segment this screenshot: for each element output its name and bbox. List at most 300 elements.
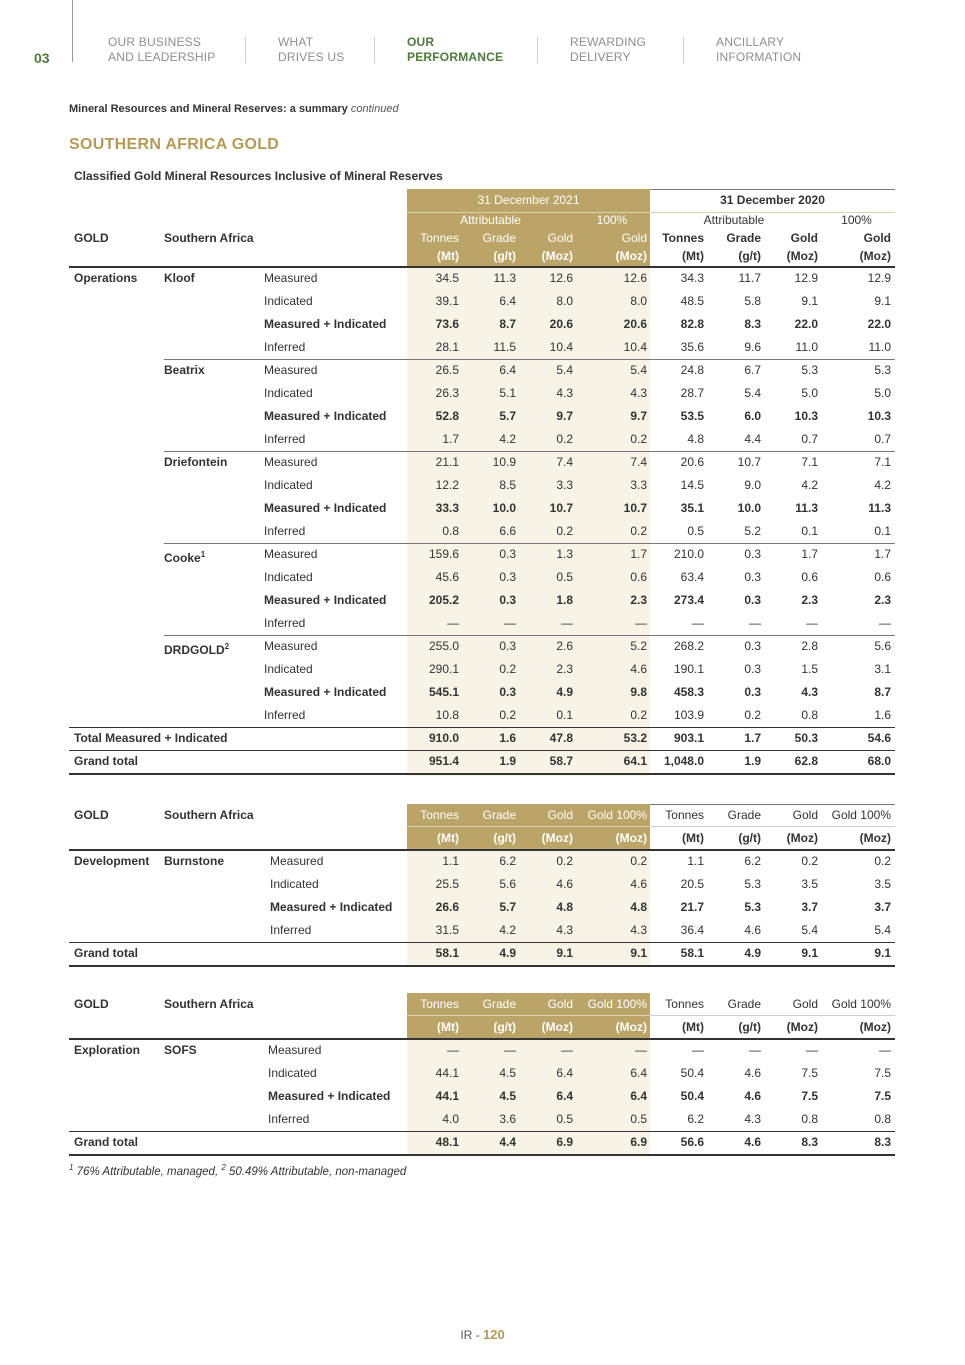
value-cell: 9.6 bbox=[744, 340, 761, 354]
value-cell: 3.6 bbox=[499, 1112, 516, 1126]
value-cell: 50.4 bbox=[680, 1089, 704, 1103]
category-label: Inferred bbox=[268, 1112, 310, 1126]
category-label: Measured + Indicated bbox=[270, 900, 393, 914]
value-cell: 10.3 bbox=[794, 409, 818, 423]
value-cell: 0.7 bbox=[874, 432, 891, 446]
mine-name bbox=[164, 635, 229, 658]
category-label: Measured bbox=[268, 1043, 322, 1057]
footnote-marker: 1 bbox=[200, 550, 206, 559]
unit-gt: (g/t) bbox=[738, 249, 761, 263]
value-cell: 8.3 bbox=[801, 1135, 818, 1149]
value-cell: 5.4 bbox=[630, 363, 647, 377]
value-cell: 1.1 bbox=[442, 854, 459, 868]
value-cell: 7.5 bbox=[874, 1066, 891, 1080]
header-row-columns bbox=[69, 993, 895, 1016]
value-cell: 0.8 bbox=[874, 1112, 891, 1126]
value-cell: 290.1 bbox=[428, 662, 459, 676]
value-cell: 53.5 bbox=[680, 409, 704, 423]
value-cell: 0.7 bbox=[801, 432, 818, 446]
value-cell: 4.6 bbox=[744, 1135, 761, 1149]
rule bbox=[164, 451, 895, 452]
table-row bbox=[69, 543, 895, 566]
value-cell: 4.0 bbox=[442, 1112, 459, 1126]
header-row-columns bbox=[69, 804, 895, 827]
value-cell: 0.2 bbox=[499, 662, 516, 676]
column-unit: (g/t) bbox=[738, 1020, 761, 1034]
value-cell: 1.7 bbox=[630, 547, 647, 561]
column-header: Tonnes bbox=[420, 808, 459, 822]
column-header: Gold 100% bbox=[831, 808, 891, 822]
column-header: Grade bbox=[727, 808, 761, 822]
value-cell: 0.1 bbox=[874, 524, 891, 538]
header-row-periods bbox=[69, 189, 895, 212]
column-unit: (Mt) bbox=[437, 1020, 459, 1034]
header-row-units bbox=[69, 247, 895, 266]
value-cell: 54.6 bbox=[867, 731, 891, 745]
value-cell: 10.4 bbox=[623, 340, 647, 354]
value-cell: 4.8 bbox=[687, 432, 704, 446]
category-label: Measured + Indicated bbox=[264, 593, 387, 607]
col-gold-100: Gold bbox=[621, 231, 647, 245]
column-header: Tonnes bbox=[420, 997, 459, 1011]
col-region: Southern Africa bbox=[164, 808, 254, 822]
value-cell: 6.2 bbox=[744, 854, 761, 868]
total-row bbox=[69, 750, 895, 773]
value-cell: 11.3 bbox=[493, 271, 516, 285]
value-cell: 7.5 bbox=[874, 1089, 891, 1103]
value-cell: 14.5 bbox=[680, 478, 704, 492]
value-cell: 4.9 bbox=[556, 685, 573, 699]
col-gold-att: Gold bbox=[790, 231, 818, 245]
value-cell: 9.1 bbox=[874, 946, 891, 960]
value-cell: 9.0 bbox=[744, 478, 761, 492]
value-cell: 10.9 bbox=[492, 455, 516, 469]
value-cell: 1.9 bbox=[499, 754, 516, 768]
column-header: Grade bbox=[727, 997, 761, 1011]
table-row bbox=[69, 405, 895, 428]
value-cell: 7.5 bbox=[801, 1066, 818, 1080]
column-unit: (Moz) bbox=[786, 831, 818, 845]
table-row bbox=[69, 1039, 895, 1062]
value-cell: 4.3 bbox=[630, 923, 647, 937]
value-cell: 4.3 bbox=[556, 386, 573, 400]
value-cell: — bbox=[504, 1043, 516, 1057]
hundred-pct-2020: 100% bbox=[841, 213, 872, 227]
value-cell: — bbox=[692, 1043, 704, 1057]
table-row bbox=[69, 359, 895, 382]
table-row bbox=[69, 1108, 895, 1131]
rule bbox=[164, 359, 895, 360]
value-cell: — bbox=[447, 1043, 459, 1057]
category-label: Measured + Indicated bbox=[268, 1089, 391, 1103]
resources-table-development bbox=[69, 804, 895, 966]
header-row-units bbox=[69, 1016, 895, 1039]
value-cell: 1.7 bbox=[744, 731, 761, 745]
category-label: Indicated bbox=[264, 570, 313, 584]
section-number: 03 bbox=[34, 50, 50, 66]
value-cell: 8.3 bbox=[874, 1135, 891, 1149]
value-cell: 26.3 bbox=[435, 386, 459, 400]
table-row bbox=[69, 589, 895, 612]
value-cell: 0.2 bbox=[801, 854, 818, 868]
value-cell: 5.4 bbox=[556, 363, 573, 377]
value-cell: 2.3 bbox=[874, 593, 891, 607]
value-cell: 1.5 bbox=[801, 662, 818, 676]
value-cell: 0.3 bbox=[499, 547, 516, 561]
unit-moz: (Moz) bbox=[786, 249, 818, 263]
col-tonnes: Tonnes bbox=[662, 231, 704, 245]
mine-name-text: SOFS bbox=[164, 1043, 197, 1057]
value-cell: 28.7 bbox=[680, 386, 704, 400]
value-cell: 2.3 bbox=[801, 593, 818, 607]
total-label: Grand total bbox=[74, 946, 139, 960]
rule bbox=[164, 635, 895, 636]
rule bbox=[69, 965, 895, 967]
value-cell: 6.4 bbox=[630, 1089, 647, 1103]
value-cell: 45.6 bbox=[435, 570, 459, 584]
mine-name bbox=[164, 543, 205, 566]
value-cell: 20.6 bbox=[623, 317, 647, 331]
value-cell: 910.0 bbox=[428, 731, 459, 745]
value-cell: 0.8 bbox=[801, 1112, 818, 1126]
category-label: Inferred bbox=[270, 923, 312, 937]
column-unit: (g/t) bbox=[493, 1020, 516, 1034]
footnote: $^1$ 76% Attributable, managed, $^2$ 50.49% Attributable, non-managed bbox=[69, 1163, 407, 1178]
table-row bbox=[69, 267, 895, 290]
category-label: Indicated bbox=[264, 662, 313, 676]
value-cell: 4.6 bbox=[744, 1066, 761, 1080]
value-cell: 9.1 bbox=[630, 946, 647, 960]
value-cell: 0.3 bbox=[499, 593, 516, 607]
column-unit: (g/t) bbox=[493, 831, 516, 845]
value-cell: 5.0 bbox=[874, 386, 891, 400]
value-cell: 11.0 bbox=[795, 340, 818, 354]
value-cell: 48.1 bbox=[435, 1135, 459, 1149]
page-number: 120 bbox=[482, 1327, 505, 1342]
table-row bbox=[69, 658, 895, 681]
value-cell: 52.8 bbox=[435, 409, 459, 423]
value-cell: 0.3 bbox=[499, 570, 516, 584]
value-cell: 26.5 bbox=[435, 363, 459, 377]
value-cell: 4.9 bbox=[744, 946, 761, 960]
category-label: Measured bbox=[264, 271, 318, 285]
column-header: Tonnes bbox=[665, 808, 704, 822]
value-cell: 2.3 bbox=[556, 662, 573, 676]
category-label: Inferred bbox=[264, 340, 306, 354]
column-unit: (Moz) bbox=[859, 1020, 891, 1034]
value-cell: 62.8 bbox=[794, 754, 818, 768]
value-cell: 0.2 bbox=[630, 432, 647, 446]
mine-name-text: Cooke bbox=[164, 551, 201, 565]
unit-moz: (Moz) bbox=[859, 249, 891, 263]
value-cell: 8.0 bbox=[630, 294, 647, 308]
value-cell: 6.9 bbox=[630, 1135, 647, 1149]
table-row bbox=[69, 850, 895, 873]
total-label: Total Measured + Indicated bbox=[74, 731, 228, 745]
category-label: Measured bbox=[264, 639, 318, 653]
value-cell: 8.7 bbox=[874, 685, 891, 699]
value-cell: 10.4 bbox=[549, 340, 573, 354]
category-label: Measured bbox=[270, 854, 324, 868]
table-row bbox=[69, 474, 895, 497]
value-cell: 1.3 bbox=[556, 547, 573, 561]
value-cell: 5.4 bbox=[801, 923, 818, 937]
rule bbox=[69, 773, 895, 775]
value-cell: 6.6 bbox=[499, 524, 516, 538]
unit-moz: (Moz) bbox=[615, 249, 647, 263]
value-cell: 5.1 bbox=[499, 386, 516, 400]
value-cell: 0.5 bbox=[687, 524, 704, 538]
value-cell: 2.3 bbox=[630, 593, 647, 607]
table-row bbox=[69, 681, 895, 704]
column-unit: (Mt) bbox=[682, 1020, 704, 1034]
value-cell: — bbox=[635, 1043, 647, 1057]
col-region: Southern Africa bbox=[164, 231, 254, 245]
nav-separator bbox=[245, 37, 246, 63]
table-row bbox=[69, 497, 895, 520]
value-cell: 1.8 bbox=[556, 593, 573, 607]
value-cell: 5.0 bbox=[801, 386, 818, 400]
category-label: Measured bbox=[264, 363, 318, 377]
col-gold: GOLD bbox=[74, 808, 109, 822]
value-cell: 58.1 bbox=[680, 946, 704, 960]
nav-item-ancillary[interactable]: ANCILLARY INFORMATION bbox=[716, 35, 802, 64]
table-title: Classified Gold Mineral Resources Inclusive of Mineral Reserves bbox=[74, 169, 443, 183]
nav-separator bbox=[374, 37, 375, 63]
nav-item-performance[interactable]: OUR PERFORMANCE bbox=[407, 35, 504, 64]
value-cell: 6.4 bbox=[630, 1066, 647, 1080]
value-cell: 4.8 bbox=[630, 900, 647, 914]
category-label: Measured + Indicated bbox=[264, 685, 387, 699]
unit-gt: (g/t) bbox=[493, 249, 516, 263]
unit-mt: (Mt) bbox=[682, 249, 704, 263]
value-cell: 10.8 bbox=[435, 708, 459, 722]
total-row bbox=[69, 1131, 895, 1154]
col-region: Southern Africa bbox=[164, 997, 254, 1011]
value-cell: 34.3 bbox=[680, 271, 704, 285]
mine-name-text: Kloof bbox=[164, 271, 195, 285]
value-cell: 12.2 bbox=[435, 478, 459, 492]
mine-name-text: Driefontein bbox=[164, 455, 228, 469]
value-cell: 58.1 bbox=[435, 946, 459, 960]
rule bbox=[164, 543, 895, 544]
column-header: Gold bbox=[547, 808, 573, 822]
value-cell: 0.3 bbox=[744, 570, 761, 584]
value-cell: 20.6 bbox=[680, 455, 704, 469]
value-cell: 0.2 bbox=[630, 708, 647, 722]
value-cell: 7.4 bbox=[556, 455, 573, 469]
category-label: Measured + Indicated bbox=[264, 409, 387, 423]
col-grade: Grade bbox=[726, 231, 761, 245]
value-cell: 2.8 bbox=[801, 639, 818, 653]
value-cell: 22.0 bbox=[794, 317, 818, 331]
total-label: Grand total bbox=[74, 1135, 139, 1149]
column-header: Gold 100% bbox=[587, 997, 647, 1011]
value-cell: 9.7 bbox=[556, 409, 573, 423]
col-gold: GOLD bbox=[74, 997, 109, 1011]
column-unit: (g/t) bbox=[738, 831, 761, 845]
value-cell: 3.5 bbox=[874, 877, 891, 891]
value-cell: 1.7 bbox=[801, 547, 818, 561]
table-row bbox=[69, 382, 895, 405]
page-subtitle: Mineral Resources and Mineral Reserves: a summary continued bbox=[69, 103, 399, 115]
value-cell: 6.4 bbox=[556, 1066, 573, 1080]
value-cell: 5.7 bbox=[499, 409, 516, 423]
table-row bbox=[69, 919, 895, 942]
value-cell: 0.6 bbox=[630, 570, 647, 584]
section-title: SOUTHERN AFRICA GOLD bbox=[69, 136, 280, 153]
value-cell: 3.5 bbox=[801, 877, 818, 891]
period-2020: 31 December 2020 bbox=[720, 193, 825, 207]
value-cell: 458.3 bbox=[673, 685, 704, 699]
value-cell: 4.6 bbox=[744, 923, 761, 937]
value-cell: 6.4 bbox=[499, 363, 516, 377]
value-cell: 3.7 bbox=[874, 900, 891, 914]
value-cell: 3.7 bbox=[801, 900, 818, 914]
category-label: Measured bbox=[264, 547, 318, 561]
column-header: Grade bbox=[482, 997, 516, 1011]
value-cell: 9.1 bbox=[801, 946, 818, 960]
column-unit: (Moz) bbox=[541, 831, 573, 845]
value-cell: 0.1 bbox=[556, 708, 573, 722]
value-cell: 8.7 bbox=[499, 317, 516, 331]
value-cell: 5.2 bbox=[630, 639, 647, 653]
value-cell: 0.3 bbox=[744, 639, 761, 653]
nav-item-business[interactable]: OUR BUSINESS AND LEADERSHIP bbox=[108, 35, 216, 64]
value-cell: 1.1 bbox=[687, 854, 704, 868]
value-cell: 44.1 bbox=[435, 1066, 459, 1080]
value-cell: 11.5 bbox=[493, 340, 516, 354]
category-label: Indicated bbox=[268, 1066, 317, 1080]
table-row bbox=[69, 290, 895, 313]
value-cell: 4.9 bbox=[499, 946, 516, 960]
value-cell: 1.7 bbox=[874, 547, 891, 561]
value-cell: 20.5 bbox=[680, 877, 704, 891]
value-cell: 4.3 bbox=[744, 1112, 761, 1126]
resources-table-exploration bbox=[69, 993, 895, 1155]
value-cell: 20.6 bbox=[549, 317, 573, 331]
value-cell: — bbox=[806, 616, 818, 630]
value-cell: 6.4 bbox=[499, 294, 516, 308]
value-cell: 48.5 bbox=[680, 294, 704, 308]
value-cell: 11.3 bbox=[795, 501, 818, 515]
value-cell: 9.1 bbox=[556, 946, 573, 960]
col-gold-100: Gold bbox=[863, 231, 891, 245]
hundred-pct-2021: 100% bbox=[596, 213, 628, 227]
category-label: Indicated bbox=[264, 294, 313, 308]
value-cell: 0.2 bbox=[556, 524, 573, 538]
value-cell: 39.1 bbox=[435, 294, 459, 308]
value-cell: 5.4 bbox=[744, 386, 761, 400]
group-label: Operations bbox=[74, 271, 138, 285]
category-label: Inferred bbox=[264, 524, 306, 538]
table-row bbox=[69, 451, 895, 474]
value-cell: 31.5 bbox=[435, 923, 459, 937]
value-cell: 4.2 bbox=[499, 923, 516, 937]
table-row bbox=[69, 566, 895, 589]
category-label: Indicated bbox=[264, 478, 313, 492]
column-header: Gold 100% bbox=[587, 808, 647, 822]
value-cell: — bbox=[504, 616, 516, 630]
value-cell: 47.8 bbox=[549, 731, 573, 745]
value-cell: 8.0 bbox=[556, 294, 573, 308]
value-cell: 0.2 bbox=[556, 854, 573, 868]
value-cell: 3.3 bbox=[630, 478, 647, 492]
value-cell: 10.7 bbox=[549, 501, 573, 515]
value-cell: — bbox=[692, 616, 704, 630]
value-cell: 4.5 bbox=[499, 1089, 516, 1103]
value-cell: 3.1 bbox=[874, 662, 891, 676]
column-header: Gold bbox=[792, 808, 818, 822]
mine-name bbox=[164, 850, 224, 873]
value-cell: 21.7 bbox=[680, 900, 704, 914]
value-cell: 9.1 bbox=[874, 294, 891, 308]
nav-item-rewarding[interactable]: REWARDING DELIVERY bbox=[570, 35, 647, 64]
value-cell: — bbox=[749, 1043, 761, 1057]
value-cell: 0.6 bbox=[801, 570, 818, 584]
value-cell: 5.3 bbox=[744, 900, 761, 914]
mine-name bbox=[164, 451, 227, 474]
value-cell: 0.3 bbox=[499, 639, 516, 653]
value-cell: 0.2 bbox=[630, 854, 647, 868]
value-cell: 3.3 bbox=[556, 478, 573, 492]
value-cell: 0.3 bbox=[744, 662, 761, 676]
value-cell: — bbox=[561, 616, 573, 630]
value-cell: 0.5 bbox=[630, 1112, 647, 1126]
table-row bbox=[69, 612, 895, 635]
table-row bbox=[69, 428, 895, 451]
column-unit: (Mt) bbox=[437, 831, 459, 845]
value-cell: 0.5 bbox=[556, 1112, 573, 1126]
value-cell: 5.7 bbox=[499, 900, 516, 914]
nav-separator bbox=[683, 37, 684, 63]
value-cell: 2.6 bbox=[556, 639, 573, 653]
value-cell: 36.4 bbox=[680, 923, 704, 937]
value-cell: — bbox=[879, 616, 891, 630]
attributable-2020: Attributable bbox=[703, 213, 765, 227]
column-unit: (Moz) bbox=[859, 831, 891, 845]
value-cell: 35.1 bbox=[680, 501, 704, 515]
value-cell: 6.9 bbox=[556, 1135, 573, 1149]
col-gold: GOLD bbox=[74, 231, 109, 245]
value-cell: 4.3 bbox=[801, 685, 818, 699]
value-cell: 12.6 bbox=[549, 271, 573, 285]
value-cell: 9.1 bbox=[801, 294, 818, 308]
value-cell: 1.6 bbox=[874, 708, 891, 722]
value-cell: 6.2 bbox=[499, 854, 516, 868]
category-label: Measured + Indicated bbox=[264, 317, 387, 331]
table-row bbox=[69, 704, 895, 727]
value-cell: 273.4 bbox=[673, 593, 704, 607]
value-cell: — bbox=[749, 616, 761, 630]
value-cell: — bbox=[806, 1043, 818, 1057]
value-cell: 12.9 bbox=[794, 271, 818, 285]
value-cell: 25.5 bbox=[435, 877, 459, 891]
nav-item-drives[interactable]: WHAT DRIVES US bbox=[278, 35, 345, 64]
value-cell: 4.6 bbox=[556, 877, 573, 891]
value-cell: 6.2 bbox=[687, 1112, 704, 1126]
value-cell: 103.9 bbox=[673, 708, 704, 722]
table-row bbox=[69, 1085, 895, 1108]
column-header: Gold bbox=[547, 997, 573, 1011]
footnote-marker: 2 bbox=[224, 642, 230, 651]
value-cell: 190.1 bbox=[673, 662, 704, 676]
value-cell: 22.0 bbox=[867, 317, 891, 331]
value-cell: 210.0 bbox=[673, 547, 704, 561]
value-cell: 68.0 bbox=[867, 754, 891, 768]
value-cell: 5.6 bbox=[499, 877, 516, 891]
value-cell: 82.8 bbox=[680, 317, 704, 331]
